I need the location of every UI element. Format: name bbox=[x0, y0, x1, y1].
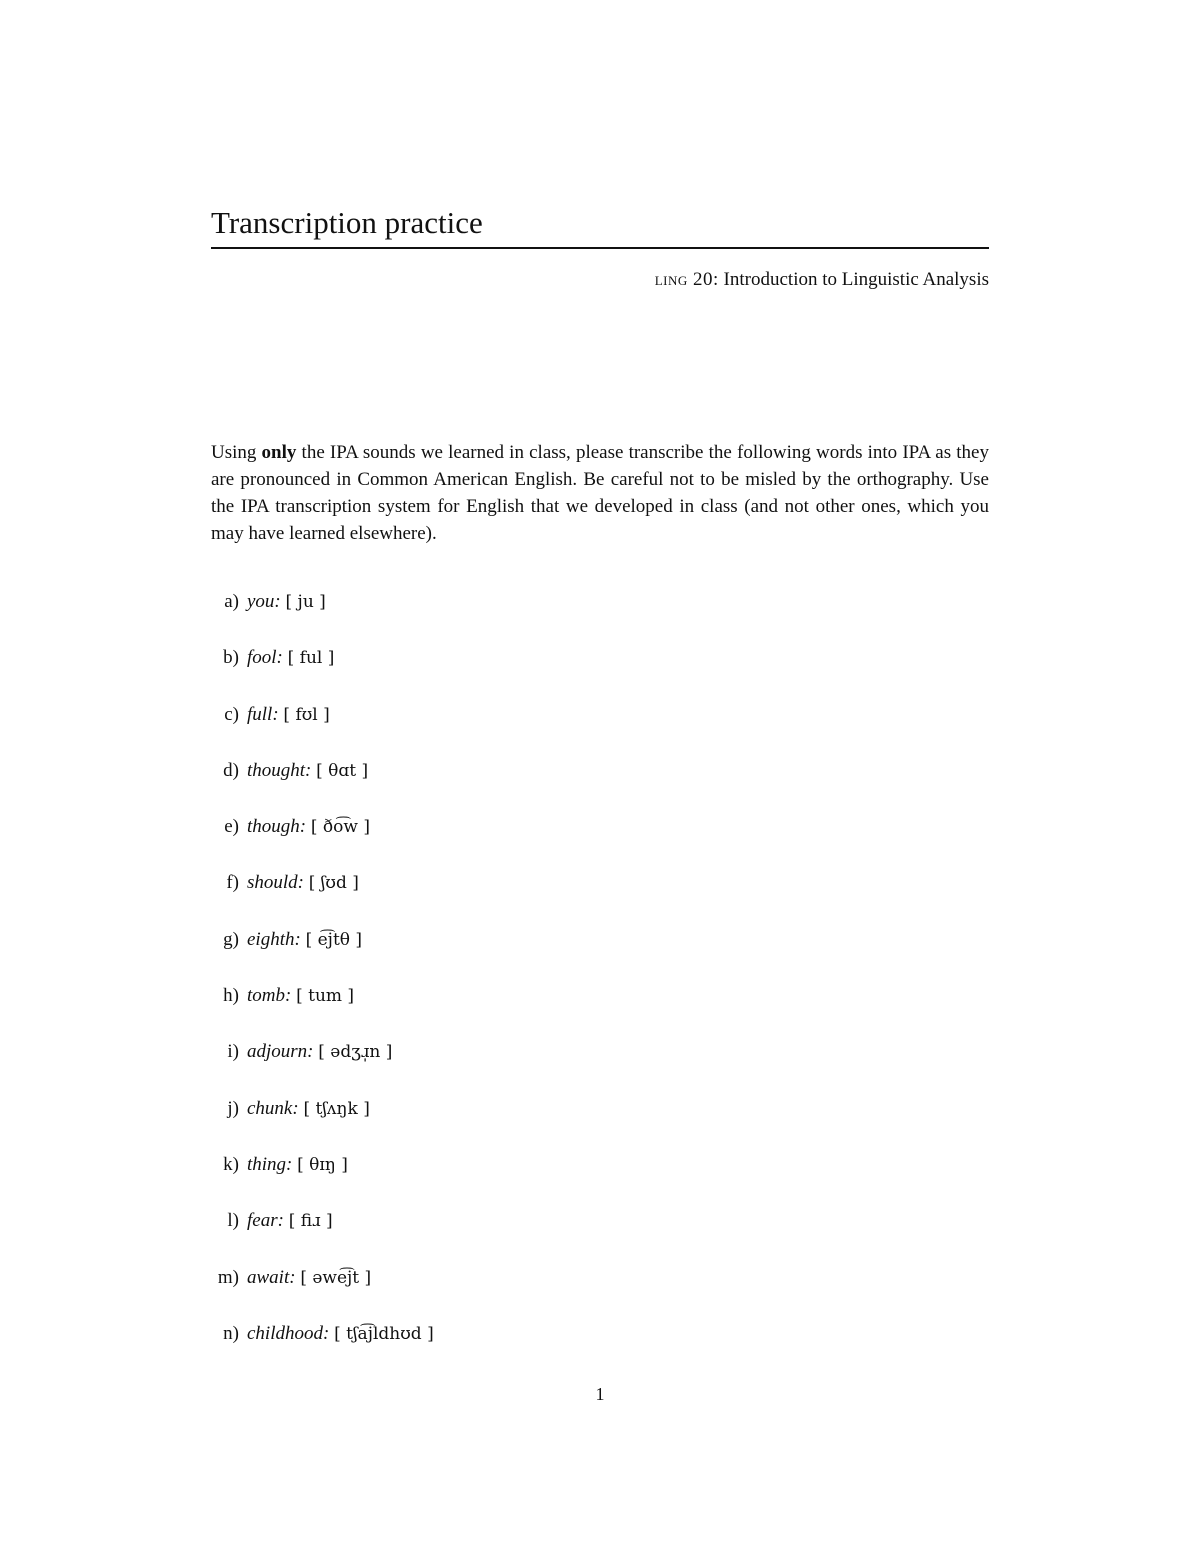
item-label: l) bbox=[227, 1210, 239, 1232]
page-number: 1 bbox=[595, 1384, 605, 1404]
item-transcription: [ tʃʌŋk ] bbox=[303, 1098, 370, 1119]
item-label: h) bbox=[223, 985, 239, 1007]
item-word: full: bbox=[247, 703, 279, 725]
item-transcription: [ θɑt ] bbox=[316, 760, 369, 781]
instructions-text-rest: the IPA sounds we learned in class, please transcribe the following words into IPA as they are pronounced in Common American English. Be careful not to be misled by the orthography. Use the IPA transcription system for English that we developed in class (and not other ones, which you may have learned elsewhere). bbox=[211, 442, 989, 544]
item-word: thought: bbox=[247, 759, 312, 781]
item-word: fool: bbox=[247, 647, 283, 669]
list-item bbox=[211, 1207, 989, 1263]
item-word: fear: bbox=[247, 1210, 284, 1232]
item-transcription: [ ju ] bbox=[285, 592, 326, 612]
item-word: should: bbox=[247, 872, 304, 894]
item-label: k) bbox=[223, 1153, 239, 1175]
list-item bbox=[211, 1151, 989, 1207]
item-label: c) bbox=[224, 703, 239, 725]
item-label: a) bbox=[224, 591, 239, 612]
list-item bbox=[211, 926, 989, 982]
transcription-list bbox=[211, 588, 989, 1376]
item-word: tomb: bbox=[247, 985, 292, 1007]
list-item bbox=[211, 701, 989, 757]
item-label: j) bbox=[227, 1097, 239, 1119]
item-word: chunk: bbox=[247, 1097, 299, 1119]
list-item bbox=[211, 757, 989, 813]
item-word: eighth: bbox=[247, 928, 301, 950]
instructions-paragraph bbox=[211, 439, 989, 547]
item-word: await: bbox=[247, 1266, 296, 1288]
item-transcription: [ ʃʊd ] bbox=[308, 873, 359, 894]
list-item bbox=[211, 644, 989, 700]
item-transcription: [ tum ] bbox=[296, 986, 355, 1007]
item-transcription: [ ful ] bbox=[287, 648, 335, 669]
title-rule bbox=[211, 247, 989, 249]
item-label: i) bbox=[227, 1041, 239, 1063]
item-word: though: bbox=[247, 816, 307, 838]
instructions-text-start: Using bbox=[211, 442, 262, 463]
item-label: m) bbox=[217, 1266, 239, 1288]
item-word: thing: bbox=[247, 1153, 293, 1175]
list-item bbox=[211, 1320, 989, 1376]
list-item bbox=[211, 588, 989, 644]
item-transcription: [ ðo͡w ] bbox=[310, 817, 370, 838]
item-label: d) bbox=[223, 759, 239, 781]
item-label: e) bbox=[224, 816, 239, 838]
item-transcription: [ ədʒɹ̩n ] bbox=[318, 1042, 393, 1063]
list-item bbox=[211, 1095, 989, 1151]
list-item bbox=[211, 1264, 989, 1320]
list-item bbox=[211, 982, 989, 1038]
page-title: Transcription practice bbox=[211, 205, 483, 240]
item-word: childhood: bbox=[247, 1322, 330, 1344]
course-line bbox=[655, 266, 989, 294]
list-item bbox=[211, 1038, 989, 1094]
item-label: g) bbox=[223, 928, 239, 950]
item-transcription: [ e͡jtθ ] bbox=[305, 929, 363, 950]
course-code: ling 20: bbox=[654, 269, 719, 290]
item-label: f) bbox=[226, 872, 239, 894]
list-item bbox=[211, 869, 989, 925]
item-transcription: [ fiɹ ] bbox=[288, 1211, 333, 1232]
item-transcription: [ əwe͡jt ] bbox=[300, 1267, 372, 1288]
item-transcription: [ fʊl ] bbox=[283, 704, 330, 725]
item-transcription: [ tʃa͡jldhʊd ] bbox=[334, 1323, 434, 1344]
item-label: b) bbox=[223, 647, 239, 669]
item-word: you: bbox=[247, 591, 281, 612]
item-word: adjourn: bbox=[247, 1041, 314, 1063]
item-transcription: [ θɪŋ ] bbox=[297, 1154, 348, 1175]
course-name: Introduction to Linguistic Analysis bbox=[723, 269, 989, 290]
instructions-emphasis: only bbox=[261, 442, 297, 463]
list-item bbox=[211, 813, 989, 869]
item-label: n) bbox=[223, 1322, 239, 1344]
